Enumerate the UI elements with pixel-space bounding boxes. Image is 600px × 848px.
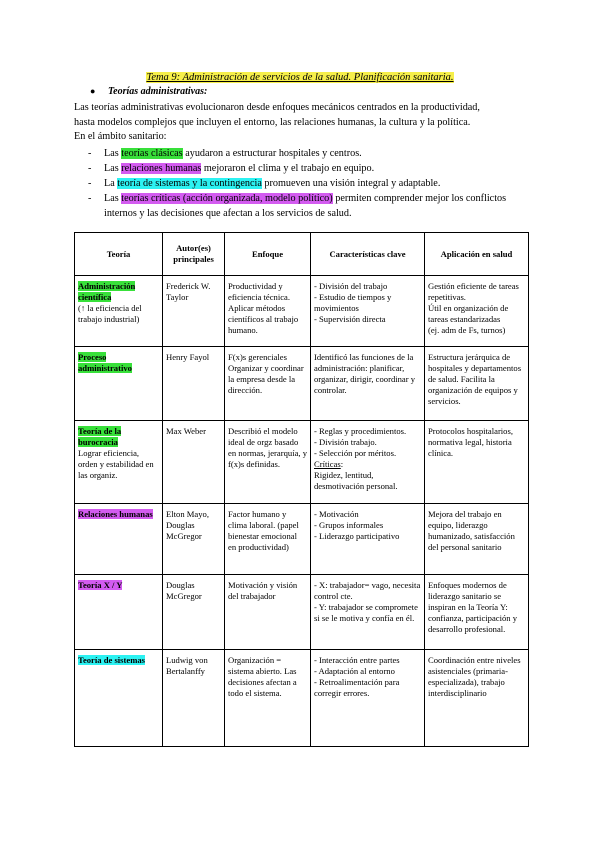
theory-name: Administración científica — [78, 281, 136, 302]
bullet-text: mejoraron el clima y el trabajo en equipo. — [201, 163, 375, 174]
health-line: Coordinación entre niveles asistenciales (primaria-especializada), trabajo interdisciplinario — [428, 655, 521, 698]
highlighted-term: teorías clásicas — [121, 148, 183, 159]
theories-table — [74, 232, 529, 747]
table-row — [75, 421, 529, 504]
features-cell — [311, 504, 425, 575]
theory-name: Teoría de sistemas — [78, 655, 145, 665]
list-item — [84, 176, 514, 191]
bullet-text: Las — [104, 148, 122, 159]
highlighted-term: teorías críticas (acción organizada, modelo político) — [121, 193, 333, 204]
column-header: Características clave — [311, 233, 425, 276]
theory-name: Relaciones humanas — [78, 509, 153, 519]
table-row — [75, 575, 529, 650]
bullet-text: promueven una visión integral y adaptable. — [261, 178, 441, 189]
features-cell — [311, 575, 425, 650]
feature-line: - Grupos informales — [314, 520, 384, 530]
table-row — [75, 276, 529, 347]
feature-line: - Motivación — [314, 509, 359, 519]
focus-cell: Productividad y eficiencia técnica. Aplicar métodos científicos al trabajo humano. — [225, 276, 311, 347]
author-cell: Douglas McGregor — [163, 575, 225, 650]
intro-line: Las teorías administrativas evolucionaron desde enfoques mecánicos centrados en la productividad, — [74, 102, 480, 113]
health-cell — [425, 347, 529, 421]
feature-line: - Adaptación al entorno — [314, 666, 395, 676]
health-line: Mejora del trabajo en equipo, liderazgo humanizado, satisfacción del personal sanitario — [428, 509, 515, 552]
bullet-text: permiten comprender mejor los conflictos internos y las decisiones que afectan a los servicios de salud. — [104, 193, 507, 219]
feature-line: - Selección por méritos. — [314, 448, 397, 458]
table-row — [75, 650, 529, 747]
focus-cell: Describió el modelo ideal de orgz basado en normas, jerarquía, y f(x)s definidas. — [225, 421, 311, 504]
bullet-dot-icon: ● — [90, 86, 96, 96]
table-header-row — [75, 233, 529, 276]
column-header: Autor(es) principales — [163, 233, 225, 276]
table-row — [75, 347, 529, 421]
health-line: (ej. adm de Fs, turnos) — [428, 325, 506, 335]
author-cell: Henry Fayol — [163, 347, 225, 421]
feature-line: - División del trabajo — [314, 281, 388, 291]
health-line: Enfoques modernos de liderazgo sanitario se inspiran en la Teoría Y: confianza, participación y desarrollo profesional. — [428, 580, 517, 634]
author-cell: Frederick W. Taylor — [163, 276, 225, 347]
features-cell: - Reglas y procedimientos. - División trabajo. - Selección por méritos. Críticas: Rigidez, lentitud, desmotivación personal. — [311, 421, 425, 504]
theory-name: Proceso administrativo — [78, 352, 132, 373]
theory-name: Teoría X / Y — [78, 580, 123, 590]
column-header: Aplicación en salud — [425, 233, 529, 276]
features-cell — [311, 347, 425, 421]
health-line: Protocolos hospitalarios, normativa legal, historia clínica. — [428, 426, 513, 458]
dash-icon: - — [88, 178, 92, 189]
column-header: Teoría — [75, 233, 163, 276]
health-cell — [425, 575, 529, 650]
bullet-text: Las — [104, 163, 122, 174]
theory-name: Teoría de la burocracia — [78, 426, 122, 447]
intro-paragraph — [74, 101, 534, 145]
feature-line: - Estudio de tiempos y movimientos — [314, 292, 392, 313]
focus-cell: Motivación y visión del trabajador — [225, 575, 311, 650]
health-cell — [425, 276, 529, 347]
dash-icon: - — [88, 163, 92, 174]
section-heading-text: Teorías administrativas: — [107, 86, 208, 97]
features-cell — [311, 276, 425, 347]
table-row — [75, 504, 529, 575]
feature-line: - Retroalimentación para corregir errores. — [314, 677, 400, 698]
feature-line: - Supervisión directa — [314, 314, 386, 324]
list-item — [84, 191, 514, 221]
health-line: Útil en organización de tareas estandarizadas — [428, 303, 509, 324]
title-text: Tema 9: Administración de servicios de la salud. Planificación sanitaria. — [146, 72, 454, 83]
health-cell — [425, 421, 529, 504]
column-header: Enfoque — [225, 233, 311, 276]
theory-cell — [75, 575, 163, 650]
theory-note: (↑ la eficiencia del trabajo industrial) — [78, 303, 142, 324]
feature-line: - Liderazgo participativo — [314, 531, 400, 541]
health-line: Gestión eficiente de tareas repetitivas. — [428, 281, 519, 302]
feature-line: - Reglas y procedimientos. — [314, 426, 407, 436]
theory-cell — [75, 650, 163, 747]
author-cell: Elton Mayo, Douglas McGregor — [163, 504, 225, 575]
focus-cell: F(x)s gerenciales Organizar y coordinar la empresa desde la dirección. — [225, 347, 311, 421]
dash-icon: - — [88, 148, 92, 159]
critique-text: Rigidez, lentitud, desmotivación personal. — [314, 470, 398, 491]
list-item — [84, 161, 514, 176]
page-title — [0, 72, 600, 83]
critique-label: Críticas — [314, 459, 341, 469]
list-item — [84, 146, 514, 161]
feature-line: Identificó las funciones de la administración: planificar, organizar, dirigir, coordinar y controlar. — [314, 352, 416, 395]
bullet-list — [84, 146, 514, 221]
intro-line: En el ámbito sanitario: — [74, 131, 167, 142]
bullet-text: La — [104, 178, 118, 189]
feature-line: - X: trabajador= vago, necesita control cte. — [314, 580, 421, 601]
theory-note: Lograr eficiencia, orden y estabilidad en las organiz. — [78, 448, 154, 480]
health-cell — [425, 504, 529, 575]
focus-cell: Factor humano y clima laboral. (papel bienestar emocional en productividad) — [225, 504, 311, 575]
theory-cell — [75, 347, 163, 421]
theory-cell — [75, 421, 163, 504]
highlighted-term: relaciones humanas — [121, 163, 202, 174]
health-cell — [425, 650, 529, 747]
author-cell: Ludwig von Bertalanffy — [163, 650, 225, 747]
health-line: Estructura jerárquica de hospitales y departamentos de salud. Facilita la organización de equipos y servicios. — [428, 352, 522, 406]
theory-cell — [75, 504, 163, 575]
focus-cell: Organización = sistema abierto. Las decisiones afectan a todo el sistema. — [225, 650, 311, 747]
highlighted-term: teoría de sistemas y la contingencia — [117, 178, 262, 189]
features-cell — [311, 650, 425, 747]
bullet-text: Las — [104, 193, 122, 204]
section-heading — [90, 86, 207, 97]
feature-line: - División trabajo. — [314, 437, 377, 447]
intro-line: hasta modelos complejos que incluyen el entorno, las relaciones humanas, la cultura y la política. — [74, 116, 471, 128]
theory-cell — [75, 276, 163, 347]
feature-line: - Y: trabajador se compromete si se le motiva y confía en él. — [314, 602, 418, 623]
author-cell: Max Weber — [163, 421, 225, 504]
dash-icon: - — [88, 193, 92, 204]
bullet-text: ayudaron a estructurar hospitales y centros. — [182, 148, 362, 159]
feature-line: - Interacción entre partes — [314, 655, 400, 665]
